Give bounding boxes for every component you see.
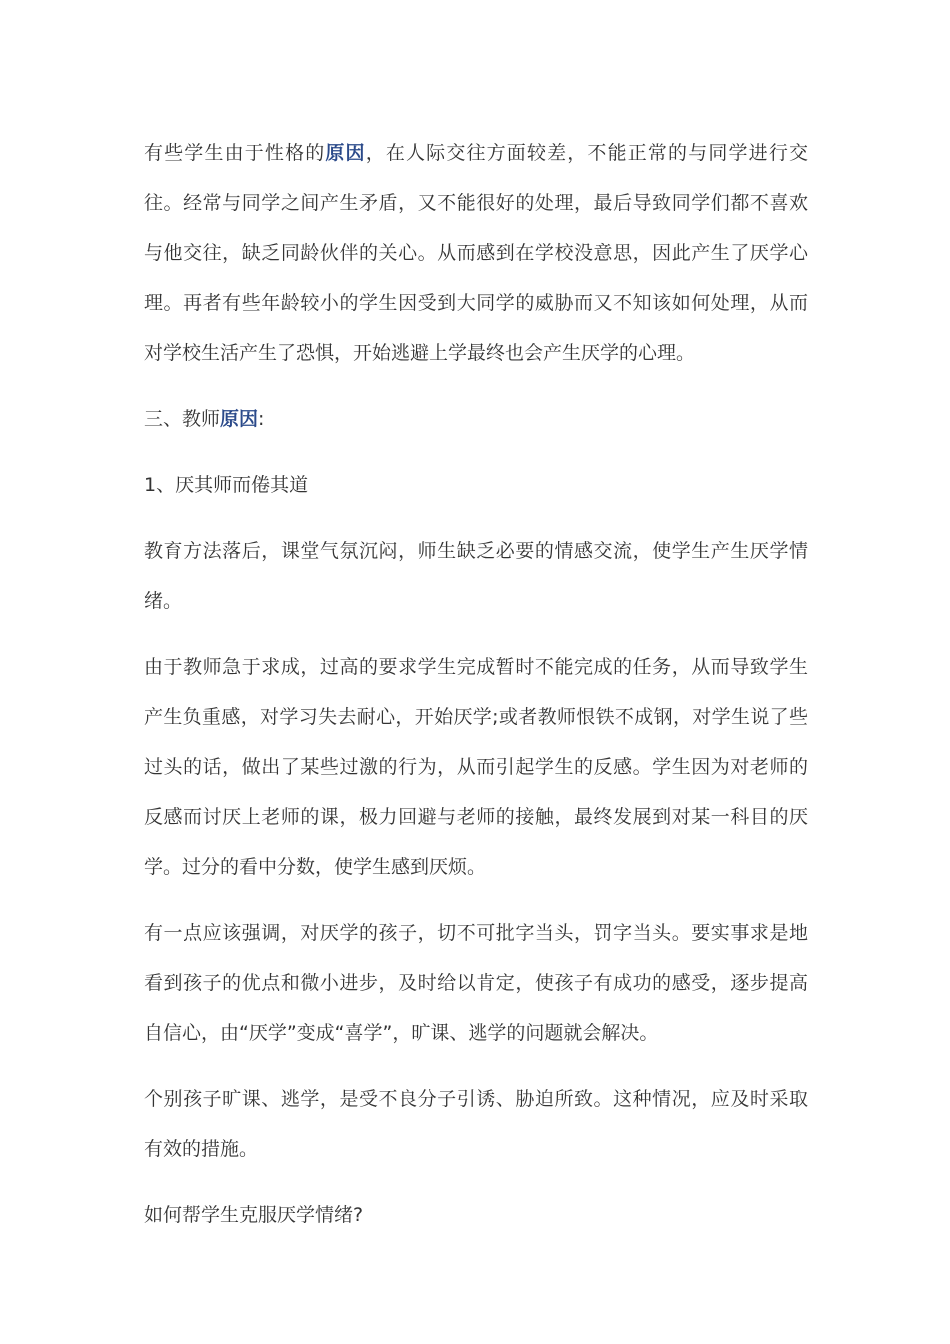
highlighted-keyword: 原因 [220, 408, 259, 430]
paragraph-truancy: 个别孩子旷课、逃学，是受不良分子引诱、胁迫所致。这种情况，应及时采取有效的措施。 [144, 1088, 808, 1160]
paragraph-text: ，在人际交往方面较差，不能正常的与同学进行交往。经常与同学之间产生矛盾，又不能很好的处理，最后导致同学们都不喜欢与他交往，缺乏同龄伙伴的关心。从而感到在学校没意思，因此产生了厌学心理。再者有些年龄较小的学生因受到大同学的威胁而又不知该如何处理，从而对学校生活产生了恐惧，开始逃避上学最终也会产生厌学的心理。 [144, 142, 808, 364]
question-how-to-help: 如何帮学生克服厌学情绪? [144, 1204, 364, 1226]
paragraph-teacher-pressure: 由于教师急于求成，过高的要求学生完成暂时不能完成的任务，从而导致学生产生负重感，对学习失去耐心，开始厌学;或者教师恨铁不成钢，对学生说了些过头的话，做出了某些过激的行为，从而引起学生的反感。学生因为对老师的反感而讨厌上老师的课，极力回避与老师的接触，最终发展到对某一科目的厌学。过分的看中分数，使学生感到厌烦。 [144, 656, 808, 878]
heading-colon: : [258, 408, 265, 430]
section-heading-teacher-cause [144, 394, 808, 444]
document-body [144, 128, 808, 1240]
highlighted-keyword: 原因 [325, 142, 366, 164]
paragraph-no-criticism: 有一点应该强调，对厌学的孩子，切不可批字当头，罚字当头。要实事求是地看到孩子的优点和微小进步，及时给以肯定，使孩子有成功的感受，逐步提高自信心，由“厌学”变成“喜学”，旷课、逃学的问题就会解决。 [144, 922, 808, 1044]
paragraph-personality-cause [144, 128, 808, 378]
heading-text: 三、教师 [144, 408, 221, 430]
subheading-1: 1、厌其师而倦其道 [144, 474, 309, 496]
paragraph-teaching-method: 教育方法落后，课堂气氛沉闷，师生缺乏必要的情感交流，使学生产生厌学情绪。 [144, 540, 808, 612]
paragraph-text: 有些学生由于性格的 [144, 142, 326, 164]
